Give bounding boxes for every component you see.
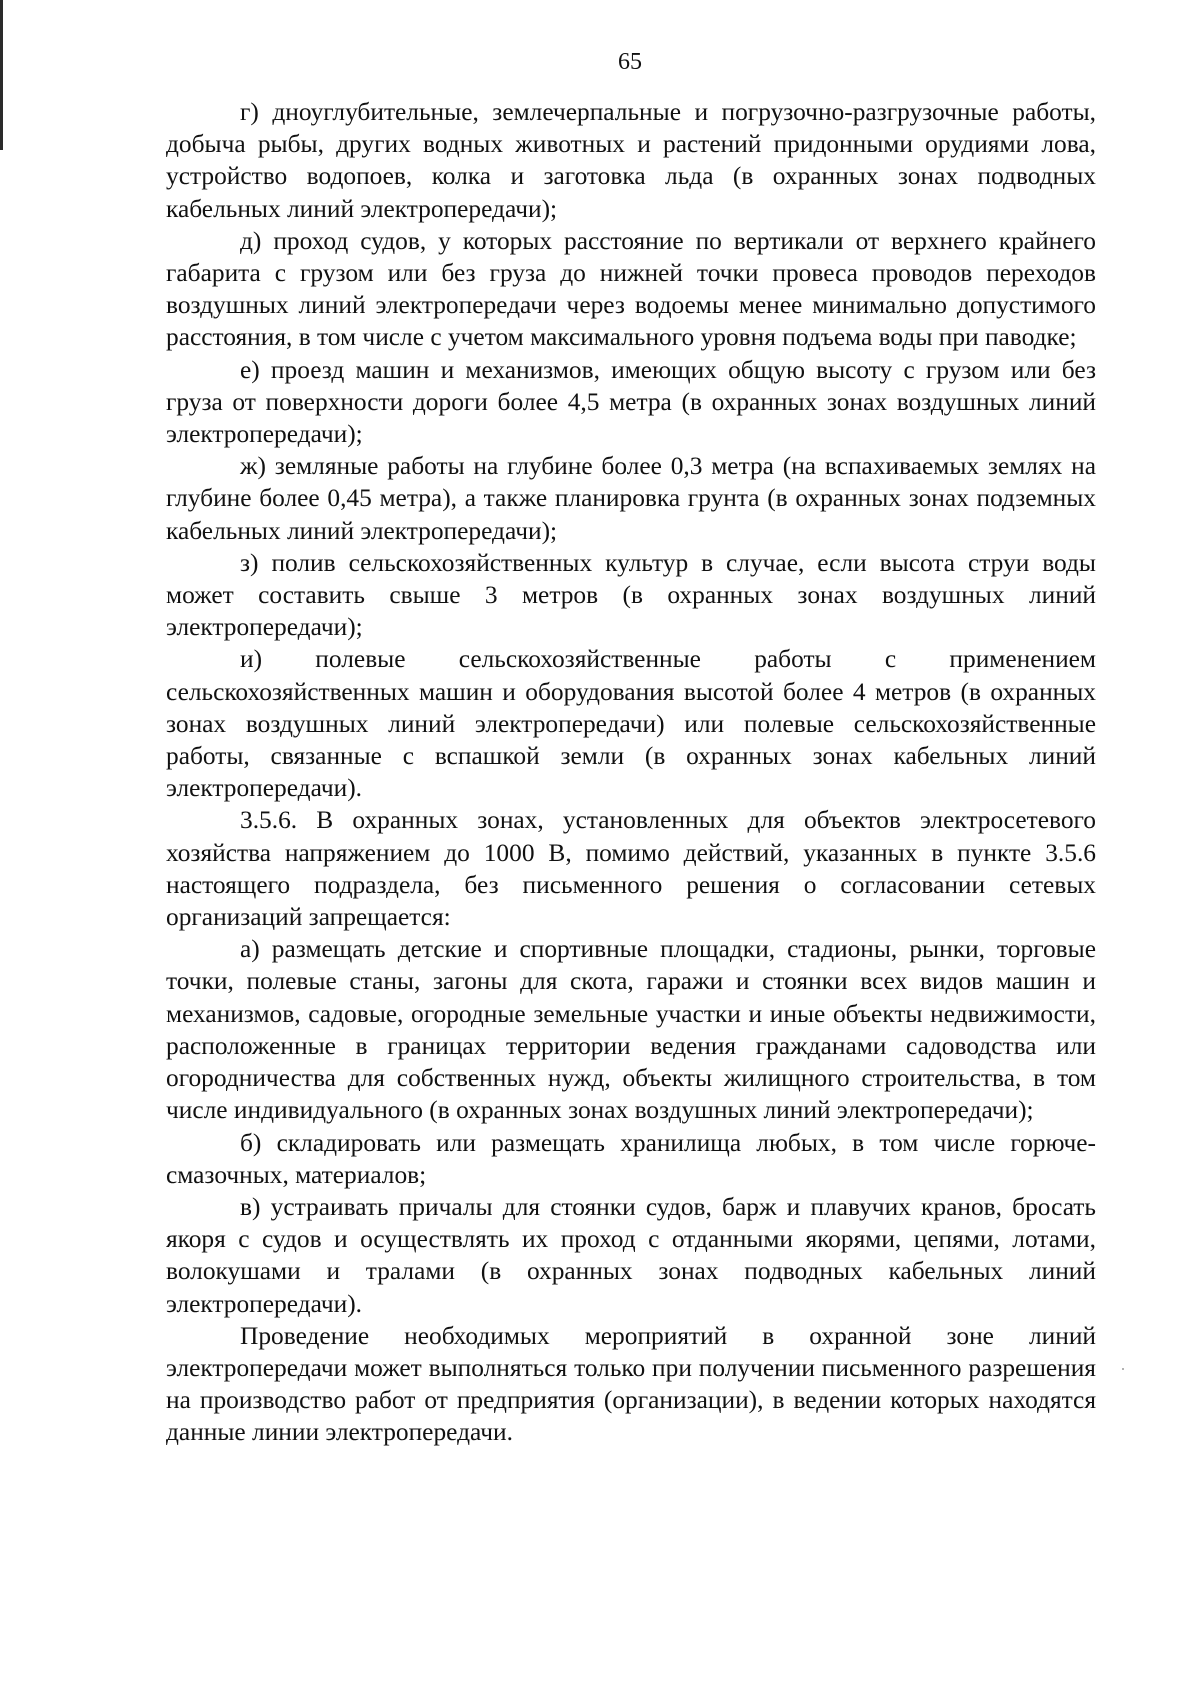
- paragraph-section-3-5-6: 3.5.6. В охранных зонах, установленных для объектов электросетевого хозяйства напряжением до 1000 В, помимо действий, указанных в пункте 3.5.6 настоящего подраздела, без письменного решения о согласовании сетевых организаций запрещается:: [166, 806, 1096, 932]
- paragraph-item-d: д) проход судов, у которых расстояние по вертикали от верхнего крайнего габарита с грузом или без груза до нижней точки провеса проводов переходов воздушных линий электропередачи через водоемы менее минимально допустимого расстояния, в том числе с учетом максимального уровня подъема воды при паводке;: [166, 226, 1096, 352]
- paragraph-item-v: в) устраивать причалы для стоянки судов, барж и плавучих кранов, бросать якоря с судов и осуществлять их проход с отданными якорями, цепями, лотами, волокушами и тралами (в охранных зонах подводных кабельных линий электропередачи).: [166, 1192, 1096, 1318]
- paragraph-item-g: г) дноуглубительные, землечерпальные и погрузочно-разгрузочные работы, добыча рыбы, других водных животных и растений придонными орудиями лова, устройство водопоев, колка и заготовка льда (в охранных зонах подводных кабельных линий электропередачи);: [166, 98, 1096, 223]
- paragraph-item-z: з) полив сельскохозяйственных культур в случае, если высота струи воды может составить свыше 3 метров (в охранных зонах воздушных линий электропередачи);: [166, 548, 1096, 642]
- paragraph-item-zh: ж) земляные работы на глубине более 0,3 метра (на вспахиваемых землях на глубине более 0,45 метра), а также планировка грунта (в охранных зонах подземных кабельных линий электропередачи);: [166, 452, 1096, 545]
- scan-speck: [1122, 1368, 1124, 1370]
- paragraph-closing: Проведение необходимых мероприятий в охранной зоне линий электропередачи может выполняться только при получении письменного разрешения на производство работ от предприятия (организации), в ведении которых находятся данные линии электропередачи.: [166, 1321, 1096, 1447]
- paragraph-item-a: а) размещать детские и спортивные площадки, стадионы, рынки, торговые точки, полевые станы, загоны для скота, гаражи и стоянки всех видов машин и механизмов, садовые, огородные земельные участки и иные объекты недвижимости, расположенные в границах территории ведения гражданами садоводства или огородничества для собственных нужд, объекты жилищного строительства, в том числе индивидуального (в охранных зонах воздушных линий электропередачи);: [166, 935, 1096, 1125]
- paragraph-item-e: е) проезд машин и механизмов, имеющих общую высоту с грузом или без груза от поверхности дороги более 4,5 метра (в охранных зонах воздушных линий электропередачи);: [166, 355, 1096, 449]
- paragraph-item-i: и) полевые сельскохозяйственные работы с применением сельскохозяйственных машин и оборудования высотой более 4 метров (в охранных зонах воздушных линий электропередачи) или полевые сельскохозяйственные работы, связанные с вспашкой земли (в охранных зонах кабельных линий электропередачи).: [166, 645, 1096, 803]
- page-number: 65: [618, 49, 642, 75]
- document-body: [166, 96, 1096, 1449]
- paragraph-item-b: б) складировать или размещать хранилища любых, в том числе горюче-смазочных, материалов;: [166, 1128, 1096, 1189]
